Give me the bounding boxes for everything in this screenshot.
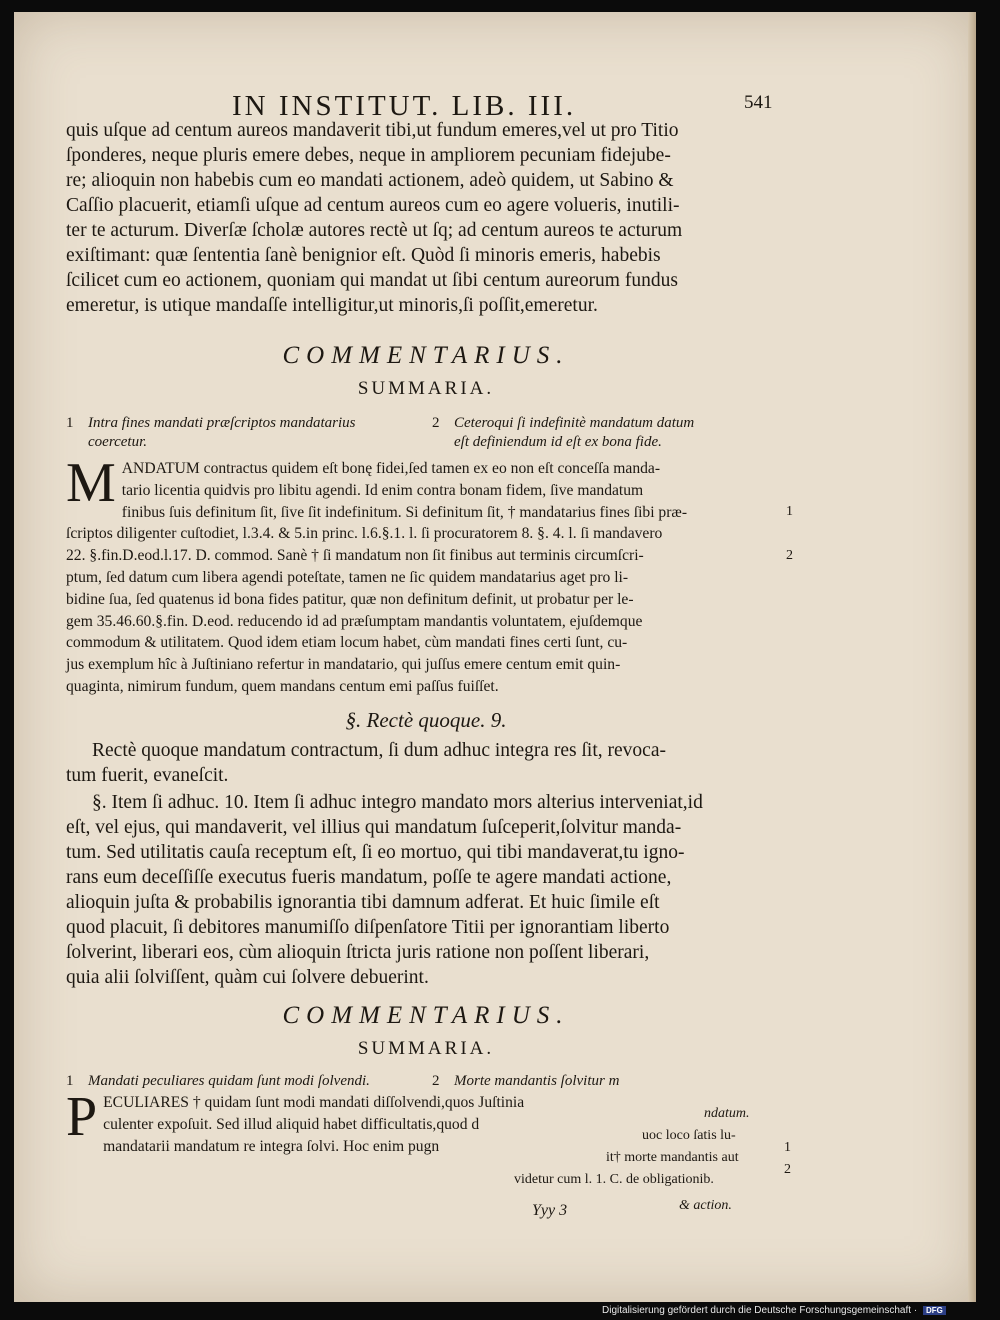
summary-item (432, 1072, 619, 1091)
text-line: culenter expoſuit. Sed illud aliquid habet difficultatis,quod d (103, 1115, 480, 1133)
footer-text: Digitalisierung gefördert durch die Deutsche Forschungsgemeinschaft (602, 1305, 912, 1316)
text-line: alioquin juſta & probabilis ignorantia tibi damnum adferat. Et huic ſimile eſt (66, 892, 660, 913)
commentary-text (66, 452, 786, 698)
text-fragment: uoc loco ſatis lu- (642, 1128, 736, 1143)
text-line: commodum & utilitatem. Quod idem etiam locum habet, cùm mandati fines certi ſunt, cu- (66, 634, 628, 652)
text-fragment: it† morte mandantis aut (606, 1150, 739, 1165)
text-line: Caſſio placuerit, etiamſi uſque ad centum aureos cum eo agere volueris, inutili- (66, 195, 680, 216)
text-line: emeretur, is utique mandaſſe intelligitur,ut minoris,ſi poſſit,emeretur. (66, 295, 598, 316)
text-line: ſponderes, neque pluris emere debes, neque in ampliorem pecuniam fidejube- (66, 145, 671, 166)
summary-number: 2 (432, 415, 440, 431)
margin-note: 1 (784, 1140, 791, 1155)
summary-item (432, 414, 792, 452)
margin-note: 2 (784, 1162, 791, 1177)
summary-text: Ceteroqui ſi indefinitè mandatum datum (454, 415, 695, 431)
running-head: IN INSTITUT. LIB. III. (232, 90, 577, 122)
text-line: ANDATUM contractus quidem eſt bonę fidei,ſed tamen ex eo non eſt conceſſa manda- (121, 460, 661, 477)
text-line: ptum, ſed datum cum libera agendi poteſtate, tamen ne ſic quidem mandatarius aget pro li- (66, 568, 629, 586)
text-line: quod placuit, ſi debitores manumiſſo diſpenſatore Titii per ignorantiam liberto (66, 917, 670, 938)
summary-item (66, 1072, 370, 1091)
text-line: tario licentia quidvis pro libitu agendi. Id enim contra bonam fidem, ſive mandatum (121, 481, 644, 499)
section-text (66, 790, 786, 990)
text-line: gem 35.46.60.§.fin. D.eod. reducendo id ad præſumptam mandantis voluntatem, ejuſdemque (66, 612, 643, 630)
text-line: eſt, vel ejus, qui mandaverit, vel illius qui mandatum ſuſceperit,ſolvitur manda- (66, 817, 682, 838)
text-line: ECULIARES † quidam ſunt modi mandati diſſolvendi,quos Juſtinia (103, 1094, 525, 1111)
text-fragment: videtur cum l. 1. C. de obligationib. (514, 1172, 714, 1187)
summary-heading: SUMMARIA. (357, 378, 495, 399)
text-line: ter te acturum. Diverſæ ſcholæ autores rectè ut ſq; ad centum aureos te acturum (66, 220, 683, 241)
page-number: 541 (744, 92, 773, 113)
summary-text: eſt definiendum id eſt ex bona fide. (454, 434, 662, 450)
text-line: rans eum deceſſiſſe executus fueris mandatum, poſſe te agere mandati actione, (66, 867, 672, 888)
summary-heading: SUMMARIA. (357, 1038, 495, 1059)
text-fragment: ndatum. (704, 1106, 750, 1121)
text-line: re; alioquin non habebis cum eo mandati actionem, adeò quidem, ut Sabino & (66, 170, 674, 191)
text-line: ſcriptos diligenter cuſtodiet, l.3.4. & 5.in princ. l.6.§.1. l. ſi procuratorem 8. §. 4. l. ſi mandavero (66, 525, 663, 543)
text-line: finibus ſuis definitum ſit, ſive ſit indefinitum. Si definitum ſit, † mandatarius fines ſibi præ- (121, 503, 688, 521)
margin-note: 1 (786, 504, 793, 519)
drop-cap: P (66, 1086, 98, 1148)
drop-cap: M (66, 452, 116, 514)
commentary-heading: COMMENTARIUS. (282, 342, 570, 369)
summary-text: Intra fines mandati præſcriptos mandatarius (88, 415, 356, 431)
lemma-text (66, 118, 786, 318)
text-line: quia alii ſolviſſent, quàm cui ſolvere debuerint. (66, 967, 429, 988)
summary-text: coercetur. (88, 434, 148, 450)
summary-number: 1 (66, 1073, 74, 1089)
text-line: §. Item ſi adhuc. 10. Item ſi adhuc integro mandato mors alterius interveniat,id (92, 792, 703, 813)
book-page (14, 12, 976, 1302)
section-heading: §. Rectè quoque. 9. (345, 708, 507, 732)
signature-mark: Yyy 3 (532, 1202, 568, 1219)
text-line: 22. §.fin.D.eod.l.17. D. commod. Sanè † ſi mandatum non ſit finibus aut terminis circumſcri- (66, 547, 644, 565)
text-line: quis uſque ad centum aureos mandaverit tibi,ut fundum emeres,vel ut pro Titio (66, 120, 679, 141)
text-line: mandatarii mandatum re integra ſolvi. Hoc enim pugn (103, 1137, 440, 1155)
text-line: jus exemplum hîc à Juſtiniano refertur in mandatario, qui juſſus emere centum emit quin- (66, 656, 621, 674)
text-line: Rectè quoque mandatum contractum, ſi dum adhuc integra res ſit, revoca- (92, 740, 666, 761)
summary-number: 1 (66, 415, 74, 431)
text-line: tum fuerit, evaneſcit. (66, 765, 229, 786)
margin-note: 2 (786, 548, 793, 563)
text-fragment: & action. (679, 1198, 732, 1213)
summary-item (66, 414, 426, 452)
text-line: tum. Sed utilitatis cauſa receptum eſt, ſi eo mortuo, qui tibi mandaverat,tu igno- (66, 842, 685, 863)
text-line: quaginta, nimirum fundum, quem mandans centum emi paſſus fuiſſet. (66, 677, 499, 695)
dfg-logo: DFG (923, 1306, 946, 1315)
text-line: ſcilicet cum eo actionem, quoniam qui mandat ut ſibi centum aureorum fundus (66, 270, 678, 291)
summary-text: Mandati peculiares quidam ſunt modi ſolvendi. (88, 1073, 370, 1089)
text-line: ſolverint, liberari eos, cùm alioquin ſtricta juris ratione non poſſent liberari, (66, 942, 650, 963)
summary-number: 2 (432, 1073, 440, 1089)
summary-text: Morte mandantis ſolvitur m (454, 1073, 620, 1089)
commentary-heading: COMMENTARIUS. (282, 1002, 570, 1029)
text-line: bidine ſua, ſed quatenus id bona fides patitur, quæ non definitum definit, ut probatur per le- (66, 590, 634, 608)
commentary-text (66, 1086, 666, 1157)
footer-credit: Digitalisierung gefördert durch die Deutsche Forschungsgemeinschaft · DFG (602, 1305, 946, 1316)
page-edge (968, 12, 976, 1302)
text-line: exiſtimant: quæ ſententia ſanè benignior eſt. Quòd ſi minoris emeris, habebis (66, 245, 661, 266)
section-text (66, 738, 786, 788)
